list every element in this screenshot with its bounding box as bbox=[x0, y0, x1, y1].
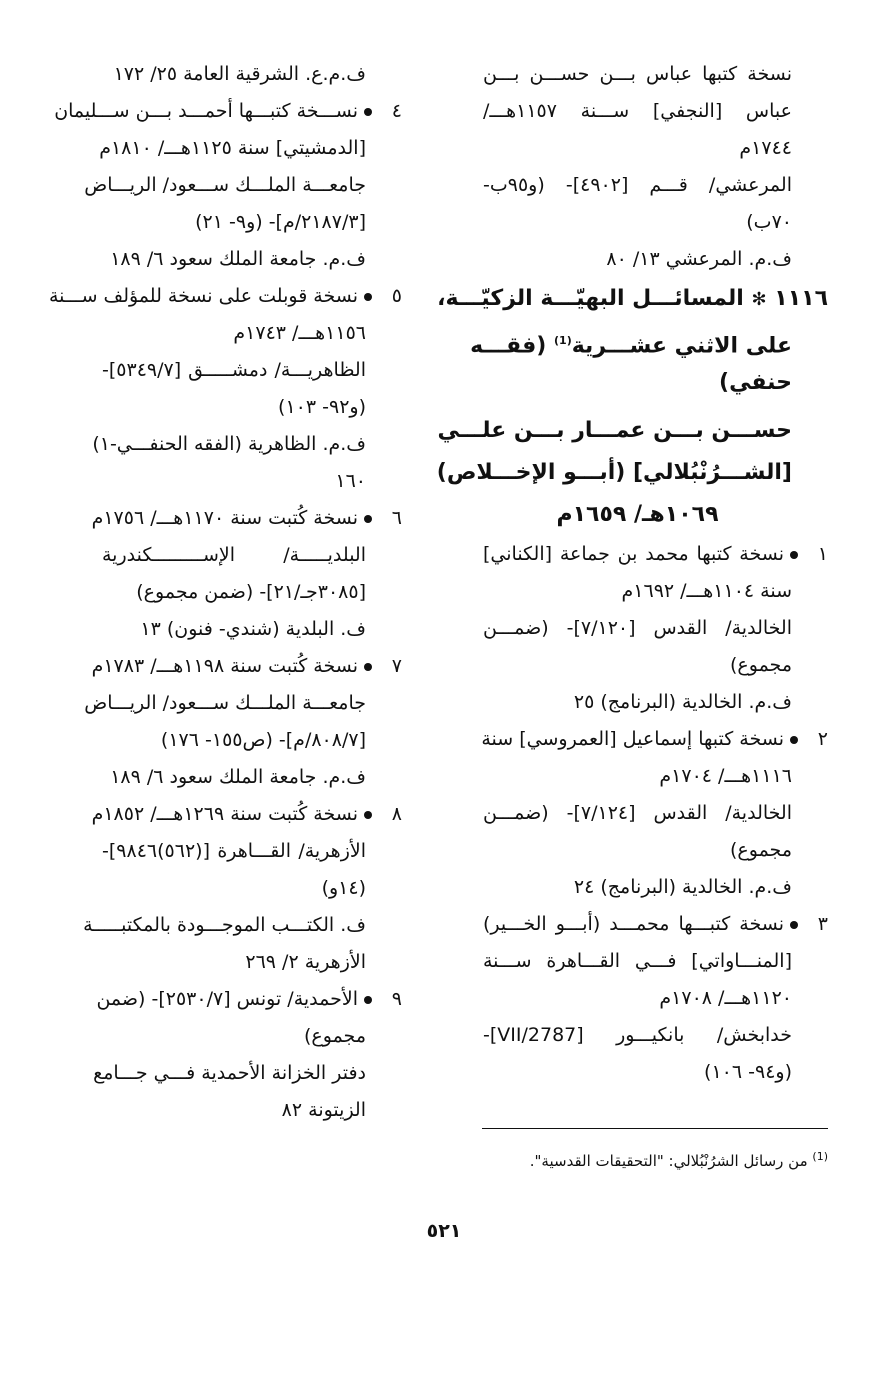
manuscript-item bbox=[93, 981, 402, 1129]
text-line: مجموع) bbox=[730, 839, 792, 861]
footnote-text: من رسائل الشرُنْبُلالي: "التحقيقات القدسية". bbox=[529, 1152, 808, 1170]
entry-title: المسائـــل البهيّـــة الزكيّـــة، bbox=[437, 286, 744, 311]
ms-number: ٩ bbox=[391, 988, 402, 1010]
text-line: نسخة قوبلت على نسخة للمؤلف ســـنة bbox=[48, 285, 358, 307]
ms-first-line bbox=[96, 981, 402, 1018]
entry-heading bbox=[436, 278, 828, 536]
manuscript-item bbox=[48, 278, 402, 500]
author-dates: ١٠٦٩هـ/ ١٦٥٩م bbox=[556, 502, 719, 527]
entry-title: على الاثني عشـــرية bbox=[571, 333, 792, 359]
text-line: مجموع) bbox=[730, 654, 792, 676]
manuscript-item bbox=[483, 721, 828, 906]
ms-number: ٢ bbox=[817, 728, 828, 750]
bullet-icon bbox=[364, 293, 372, 301]
text-line: ١١٥٦هـــ/ ١٧٤٣م bbox=[233, 322, 366, 344]
bullet-icon bbox=[790, 736, 798, 744]
manuscript-item bbox=[483, 906, 828, 1091]
text-line: [المنـــاواتي] فـــي القـــاهرة ســـنة bbox=[483, 950, 792, 972]
ms-number: ٨ bbox=[391, 803, 402, 825]
manuscript-item bbox=[91, 500, 402, 648]
ms-first-line bbox=[54, 93, 402, 130]
bullet-icon bbox=[790, 921, 798, 929]
bullet-icon bbox=[790, 551, 798, 559]
text-line: (و٩٤- ١٠٦) bbox=[704, 1061, 792, 1083]
bullet-icon bbox=[364, 996, 372, 1004]
ms-first-line bbox=[48, 278, 402, 315]
text-line: الظاهريـــة/ دمشـــــق [٥٣٤٩/٧]- bbox=[102, 359, 366, 381]
text-line: الأحمدية/ تونس [٢٥٣٠/٧]- (ضمن bbox=[96, 988, 358, 1010]
text-line: [الدمشيتي] سنة ١١٢٥هـــ/ ١٨١٠م bbox=[99, 137, 366, 159]
ms-first-line bbox=[483, 721, 828, 758]
text-line: دفتر الخزانة الأحمدية فـــي جـــامع bbox=[93, 1062, 366, 1084]
ms-number: ٣ bbox=[817, 913, 828, 935]
bullet-icon bbox=[364, 108, 372, 116]
text-line: ف.م. جامعة الملك سعود ٦/ ١٨٩ bbox=[110, 766, 366, 788]
manuscript-item bbox=[84, 648, 402, 796]
text-line: عباس [النجفي] ســـنة ١١٥٧هـــ/ bbox=[483, 100, 792, 122]
entry-subject: حنفي) bbox=[719, 370, 792, 395]
ms-first-line bbox=[91, 796, 402, 833]
text-line: الأزهرية/ القـــاهرة [(٥٦٢)٩٨٤٦]- bbox=[102, 840, 366, 862]
ms-first-line bbox=[483, 906, 828, 943]
text-line: خدابخش/ بانكيـــور [2787/VII]- bbox=[483, 1024, 792, 1046]
text-line: نسخة كُتبت سنة ١١٩٨هـــ/ ١٧٨٣م bbox=[91, 655, 358, 677]
entry-number: ١١١٦ bbox=[774, 286, 828, 311]
text-line: ١١١٦هـــ/ ١٧٠٤م bbox=[659, 765, 792, 787]
text-line: ف.م. الخالدية (البرنامج) ٢٥ bbox=[573, 691, 792, 713]
text-line: ف.م.ع. الشرقية العامة ٢٥/ ١٧٢ bbox=[113, 63, 366, 85]
author-name: حســـن بـــن عمـــار بـــن علـــي bbox=[437, 418, 792, 443]
text-line: نســـخة كتبـــها أحمـــد بـــن ســـليمان bbox=[54, 100, 358, 122]
text-line: ف.م. الخالدية (البرنامج) ٢٤ bbox=[573, 876, 792, 898]
text-line: نسخة كتبها عباس بـــن حســـن بـــن bbox=[483, 63, 792, 85]
text-line: ف.م. المرعشي ١٣/ ٨٠ bbox=[606, 248, 792, 270]
text-line: جامعـــة الملـــك ســـعود/ الريـــاض bbox=[84, 174, 366, 196]
footnote-ref: (1) bbox=[554, 334, 572, 347]
text-line: (١٤و) bbox=[321, 877, 366, 899]
text-line: ١١٢٠هـــ/ ١٧٠٨م bbox=[659, 987, 792, 1009]
entry-title-line bbox=[437, 278, 828, 320]
ms-number: ٧ bbox=[391, 655, 402, 677]
right-column bbox=[436, 56, 828, 1091]
footnote bbox=[482, 1146, 828, 1172]
page-number: ٥٢١ bbox=[426, 1220, 462, 1242]
author-name: [الشـــرُنْبُلالي] (أبـــو الإخـــلاص) bbox=[436, 460, 792, 485]
continued-entry bbox=[483, 56, 828, 278]
text-line: ٧٠ب) bbox=[746, 211, 792, 233]
ms-first-line bbox=[483, 536, 828, 573]
text-line: نسخة كتبها محمد بن جماعة [الكناني] bbox=[483, 543, 784, 565]
manuscript-item bbox=[54, 93, 402, 278]
manuscript-item bbox=[83, 796, 402, 981]
text-line: (و٩٢- ١٠٣) bbox=[278, 396, 366, 418]
text-line: مجموع) bbox=[304, 1025, 366, 1047]
text-line: ١٦٠ bbox=[335, 470, 366, 492]
text-line: الزيتونة ٨٢ bbox=[281, 1099, 366, 1121]
text-line: سنة ١١٠٤هـــ/ ١٦٩٢م bbox=[621, 580, 792, 602]
ms-number: ٦ bbox=[391, 507, 402, 529]
entry-subject: (فقـــه bbox=[470, 333, 547, 359]
text-line: نسخة كُتبت سنة ١١٧٠هـــ/ ١٧٥٦م bbox=[91, 507, 358, 529]
text-line: البلديـــــة/ الإســـــــــكندرية bbox=[102, 544, 366, 566]
footnote-rule bbox=[482, 1128, 828, 1129]
text-line: الأزهرية ٢/ ٢٦٩ bbox=[245, 951, 366, 973]
left-column bbox=[48, 56, 402, 1129]
ms-number: ١ bbox=[817, 543, 828, 565]
text-line: الخالدية/ القدس [٧/١٢٤]- (ضمـــن bbox=[483, 802, 792, 824]
ms-first-line bbox=[91, 500, 402, 537]
text-line: نسخة كتبـــها محمـــد (أبـــو الخـــير) bbox=[483, 913, 784, 935]
text-line: نسخة كُتبت سنة ١٢٦٩هـــ/ ١٨٥٢م bbox=[91, 803, 358, 825]
manuscript-item bbox=[483, 536, 828, 721]
ms-first-line bbox=[91, 648, 402, 685]
bullet-icon bbox=[364, 811, 372, 819]
ms-number: ٥ bbox=[391, 285, 402, 307]
text-line: ١٧٤٤م bbox=[739, 137, 792, 159]
text-line: ف. البلدية (شندي- فنون) ١٣ bbox=[140, 618, 366, 640]
ms-number: ٤ bbox=[391, 100, 402, 122]
text-line: ف.م. جامعة الملك سعود ٦/ ١٨٩ bbox=[110, 248, 366, 270]
text-line: [٨٠٨/٧/م]- (ص١٥٥- ١٧٦) bbox=[160, 729, 366, 751]
entry-title-line bbox=[470, 320, 828, 362]
text-line: ف. الكتـــب الموجـــودة بالمكتبـــــة bbox=[83, 914, 366, 936]
text-line: جامعـــة الملـــك ســـعود/ الريـــاض bbox=[84, 692, 366, 714]
text-line: ف.م. الظاهرية (الفقه الحنفـــي-١) bbox=[92, 433, 366, 455]
text-line: [٣٠٨٥جـ/٢١]- (ضمن مجموع) bbox=[136, 581, 366, 603]
star-icon: ✻ bbox=[751, 289, 767, 310]
text-line: نسخة كتبها إسماعيل [العمروسي] سنة bbox=[481, 728, 784, 750]
bullet-icon bbox=[364, 515, 372, 523]
bullet-icon bbox=[364, 663, 372, 671]
text-line: [٢١٨٧/٣/م]- (و٩- ٢١) bbox=[195, 211, 366, 233]
text-line: المرعشي/ قـــم [٤٩٠٢]- (و٩٥ب- bbox=[483, 174, 792, 196]
text-line: الخالدية/ القدس [٧/١٢٠]- (ضمـــن bbox=[483, 617, 792, 639]
footnote-marker: (1) bbox=[812, 1150, 828, 1163]
